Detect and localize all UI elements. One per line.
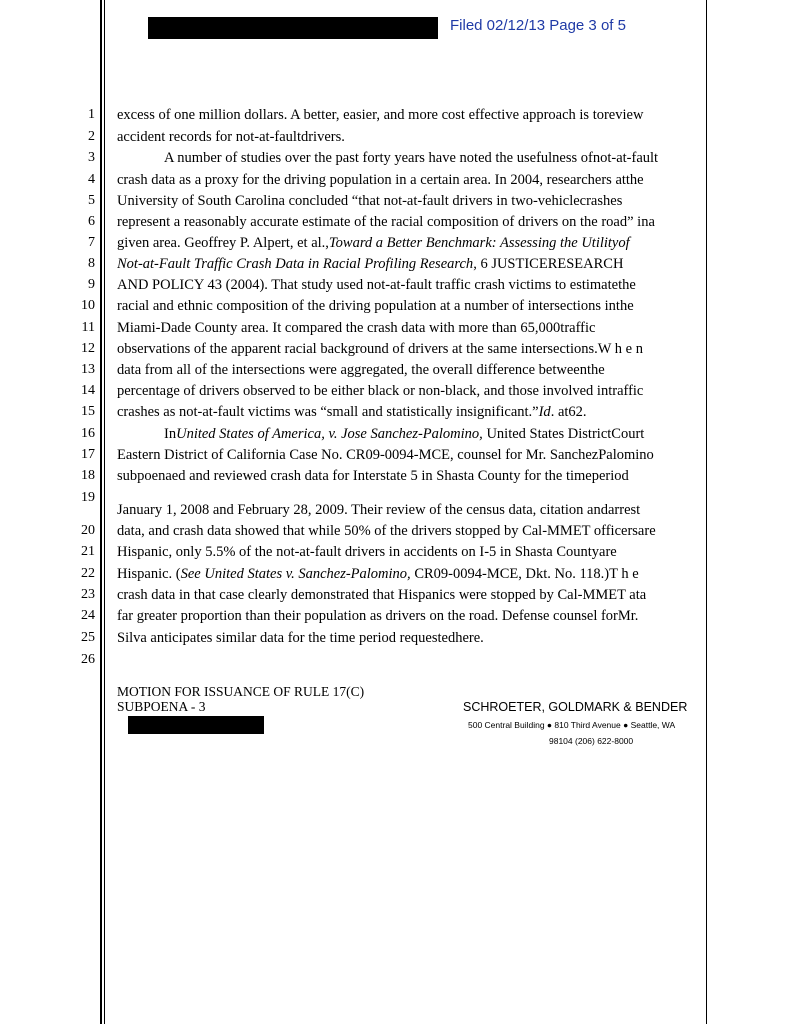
- text-run: Hispanic. (: [117, 566, 181, 582]
- line-number: 1: [88, 107, 95, 122]
- body-line: percentage of drivers observed to be either black or non-black, and those involved intraffic: [117, 383, 644, 399]
- body-line: January 1, 2008 and February 28, 2009. Their review of the census data, citation andarrest: [117, 502, 641, 518]
- line-number: 16: [81, 426, 95, 441]
- body-line: data from all of the intersections were aggregated, the overall difference betweenthe: [117, 362, 605, 378]
- line-number: 9: [88, 277, 95, 292]
- body-line: [117, 256, 692, 272]
- line-number: 21: [81, 544, 95, 559]
- body-line: Eastern District of California Case No. CR09-0094-MCE, counsel for Mr. SanchezPalomino: [117, 447, 654, 463]
- body-line: [117, 235, 692, 251]
- body-line: [117, 404, 692, 420]
- redaction-bar-header: [148, 17, 438, 39]
- law-firm-name: SCHROETER, GOLDMARK & BENDER: [463, 700, 688, 714]
- text-run: . at62.: [550, 404, 587, 420]
- line-number: 22: [81, 566, 95, 581]
- line-number: 8: [88, 256, 95, 271]
- footer-title-line: MOTION FOR ISSUANCE OF RULE 17(C): [117, 684, 365, 699]
- text-run: crashes as not-at-fault victims was “small and statistically insignificant.”: [117, 404, 539, 420]
- body-line: [117, 566, 692, 582]
- body-line: AND POLICY 43 (2004). That study used not-at-fault traffic crash victims to estimatethe: [117, 277, 636, 293]
- body-line: subpoenaed and reviewed crash data for Interstate 5 in Shasta County for the timeperiod: [117, 468, 629, 484]
- text-run: United States DistrictCourt: [482, 426, 645, 442]
- right-margin-rule: [706, 0, 707, 1024]
- line-number: 20: [81, 523, 95, 538]
- body-line: represent a reasonably accurate estimate of the racial composition of drivers on the road” ina: [117, 214, 655, 230]
- line-number: 5: [88, 193, 95, 208]
- law-firm-address: 500 Central Building ● 810 Third Avenue ● Seattle, WA: [468, 720, 676, 730]
- line-number: 13: [81, 362, 95, 377]
- line-number: 11: [81, 320, 95, 335]
- body-line: University of South Carolina concluded “that not-at-fault drivers in two-vehiclecrashes: [117, 193, 623, 209]
- line-number: 10: [81, 298, 95, 313]
- text-run: given area. Geoffrey P. Alpert, et al.,: [117, 235, 329, 251]
- id-citation-italic: Id: [538, 404, 551, 420]
- body-line: crash data as a proxy for the driving population in a certain area. In 2004, researchers atthe: [117, 172, 644, 188]
- left-margin-rule: [100, 0, 102, 1024]
- line-number: 2: [88, 129, 95, 144]
- line-number: 23: [81, 587, 95, 602]
- body-line: Miami-Dade County area. It compared the crash data with more than 65,000traffic: [117, 320, 596, 336]
- line-number: 17: [81, 447, 95, 462]
- body-line: crash data in that case clearly demonstrated that Hispanics were stopped by Cal-MMET ata: [117, 587, 647, 603]
- footer-title-line: SUBPOENA - 3: [117, 699, 206, 714]
- body-line: data, and crash data showed that while 50% of the drivers stopped by Cal-MMET officersare: [117, 523, 656, 539]
- line-number: 7: [88, 235, 95, 250]
- body-line: excess of one million dollars. A better, easier, and more cost effective approach is toreview: [117, 107, 644, 123]
- redaction-bar-footer: [128, 716, 264, 734]
- line-number: 14: [81, 383, 95, 398]
- article-title-italic: Not-at-Fault Traffic Crash Data in Racial Profiling Research: [117, 256, 474, 272]
- body-line: Hispanic, only 5.5% of the not-at-fault drivers in accidents on I-5 in Shasta Countyare: [117, 544, 617, 560]
- text-run: In: [164, 426, 177, 442]
- body-line: accident records for not-at-faultdrivers.: [117, 129, 345, 145]
- left-margin-rule-inner: [104, 0, 105, 1024]
- line-number: 25: [81, 630, 95, 645]
- body-line: [117, 426, 692, 442]
- footer-document-title: [117, 684, 364, 714]
- body-line: racial and ethnic composition of the driving population at a number of intersections inthe: [117, 298, 634, 314]
- body-line: Silva anticipates similar data for the time period requestedhere.: [117, 630, 484, 646]
- text-run: CR09-0094-MCE, Dkt. No. 118.)T h e: [410, 566, 639, 582]
- article-title-italic: Toward a Better Benchmark: Assessing the Utilityof: [328, 235, 630, 251]
- filed-stamp: Filed 02/12/13 Page 3 of 5: [450, 17, 626, 34]
- text-run: , 6 JUSTICERESEARCH: [473, 256, 624, 272]
- line-number: 24: [81, 608, 95, 623]
- case-name-italic: United States of America, v. Jose Sanchez-Palomino,: [176, 426, 483, 442]
- line-number: 6: [88, 214, 95, 229]
- case-name-italic: See United States v. Sanchez-Palomino,: [180, 566, 411, 582]
- body-line: observations of the apparent racial background of drivers at the same intersections.W h e n: [117, 341, 643, 357]
- line-number: 26: [81, 652, 95, 667]
- body-line: far greater proportion than their population as drivers on the road. Defense counsel forMr.: [117, 608, 639, 624]
- line-number: 15: [81, 404, 95, 419]
- line-number: 19: [81, 490, 95, 505]
- line-number: 12: [81, 341, 95, 356]
- line-number: 4: [88, 172, 95, 187]
- line-number: 3: [88, 150, 95, 165]
- line-number: 18: [81, 468, 95, 483]
- law-firm-address-zip-phone: 98104 (206) 622-8000: [549, 736, 634, 746]
- body-line: A number of studies over the past forty years have noted the usefulness ofnot-at-fault: [164, 150, 659, 166]
